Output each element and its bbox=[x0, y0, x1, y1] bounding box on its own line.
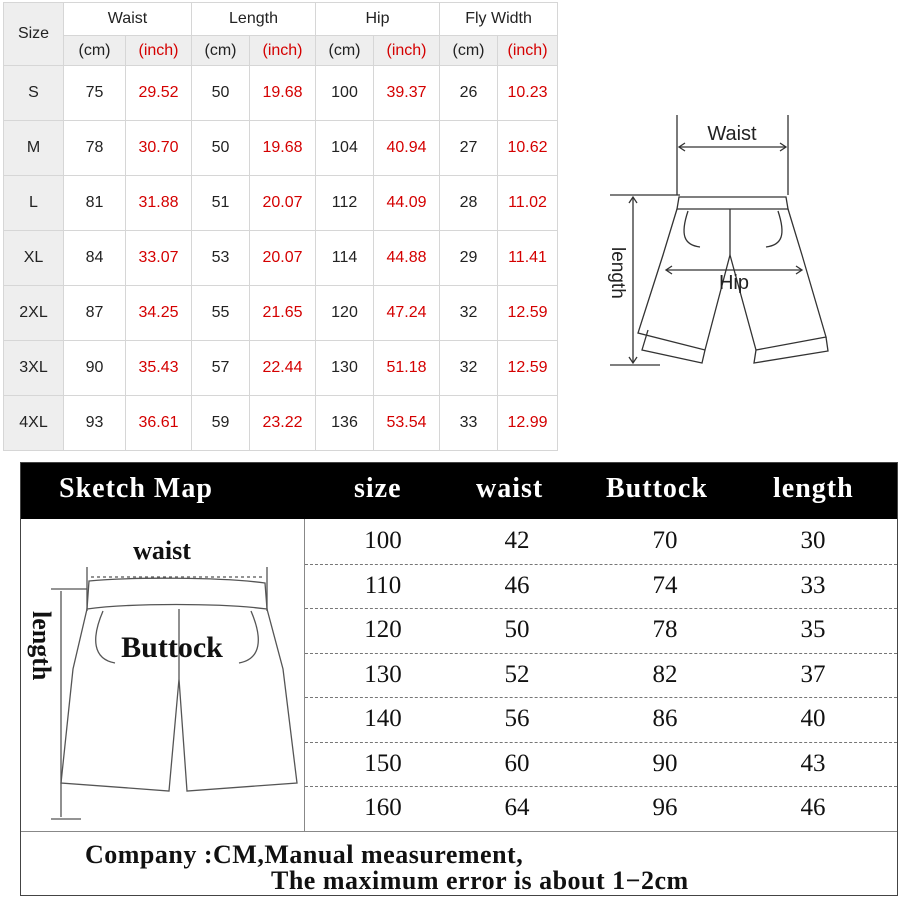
kids-size-row bbox=[305, 786, 897, 831]
cm-value-cell: 78 bbox=[64, 121, 126, 176]
length-label: length bbox=[607, 247, 628, 299]
kids-size-row bbox=[305, 697, 897, 743]
size-value: 120 bbox=[364, 616, 402, 644]
inch-value-cell: 12.59 bbox=[498, 341, 558, 396]
inch-value-cell: 11.02 bbox=[498, 176, 558, 231]
size-row bbox=[4, 396, 558, 451]
unit-cm: (cm) bbox=[192, 36, 250, 66]
kids-size-row bbox=[305, 564, 897, 610]
inch-value-cell: 39.37 bbox=[374, 66, 440, 121]
size-cell: S bbox=[4, 66, 64, 121]
size-value: 160 bbox=[364, 794, 402, 822]
waist-value: 52 bbox=[504, 660, 530, 688]
inch-value-cell: 10.23 bbox=[498, 66, 558, 121]
length-value: 43 bbox=[800, 749, 826, 777]
inch-value-cell: 10.62 bbox=[498, 121, 558, 176]
inch-value-cell: 12.59 bbox=[498, 286, 558, 341]
inch-value-cell: 21.65 bbox=[250, 286, 316, 341]
size-value: 140 bbox=[364, 705, 402, 733]
kids-size-rows bbox=[305, 519, 897, 831]
length-value: 37 bbox=[800, 660, 826, 688]
cm-value-cell: 33 bbox=[440, 396, 498, 451]
inch-value-cell: 29.52 bbox=[126, 66, 192, 121]
cm-value-cell: 28 bbox=[440, 176, 498, 231]
inch-value-cell: 22.44 bbox=[250, 341, 316, 396]
cm-value-cell: 114 bbox=[316, 231, 374, 286]
inch-value-cell: 44.09 bbox=[374, 176, 440, 231]
kids-size-row bbox=[305, 519, 897, 565]
inch-value-cell: 19.68 bbox=[250, 121, 316, 176]
sketch-waist-label: waist bbox=[133, 536, 191, 565]
cm-value-cell: 59 bbox=[192, 396, 250, 451]
unit-cm: (cm) bbox=[64, 36, 126, 66]
inch-value-cell: 34.25 bbox=[126, 286, 192, 341]
sketch-length-label: length bbox=[27, 611, 56, 681]
cm-value-cell: 81 bbox=[64, 176, 126, 231]
size-cell: 2XL bbox=[4, 286, 64, 341]
inch-value-cell: 30.70 bbox=[126, 121, 192, 176]
size-value: 110 bbox=[364, 571, 402, 599]
length-column-header: length bbox=[773, 473, 854, 504]
waist-value: 42 bbox=[504, 527, 530, 554]
cm-value-cell: 90 bbox=[64, 341, 126, 396]
measurement-note bbox=[21, 831, 897, 896]
cm-value-cell: 32 bbox=[440, 341, 498, 396]
size-row bbox=[4, 66, 558, 121]
note-line-2: The maximum error is about 1−2cm bbox=[271, 866, 689, 895]
buttock-value: 82 bbox=[652, 660, 678, 688]
cm-value-cell: 93 bbox=[64, 396, 126, 451]
length-header: Length bbox=[192, 3, 316, 36]
inch-value-cell: 23.22 bbox=[250, 396, 316, 451]
unit-cm: (cm) bbox=[316, 36, 374, 66]
buttock-value: 90 bbox=[652, 749, 678, 777]
buttock-value: 70 bbox=[652, 527, 678, 554]
cm-value-cell: 136 bbox=[316, 396, 374, 451]
length-value: 46 bbox=[800, 794, 826, 822]
size-row bbox=[4, 341, 558, 396]
inch-value-cell: 51.18 bbox=[374, 341, 440, 396]
inch-value-cell: 20.07 bbox=[250, 231, 316, 286]
waist-value: 56 bbox=[504, 705, 530, 733]
cm-value-cell: 29 bbox=[440, 231, 498, 286]
cm-value-cell: 57 bbox=[192, 341, 250, 396]
hip-header: Hip bbox=[316, 3, 440, 36]
cm-value-cell: 50 bbox=[192, 66, 250, 121]
inch-value-cell: 19.68 bbox=[250, 66, 316, 121]
inch-value-cell: 35.43 bbox=[126, 341, 192, 396]
cm-value-cell: 26 bbox=[440, 66, 498, 121]
shorts-measurement-diagram bbox=[600, 105, 830, 375]
cm-value-cell: 32 bbox=[440, 286, 498, 341]
inch-value-cell: 12.99 bbox=[498, 396, 558, 451]
buttock-value: 86 bbox=[652, 705, 678, 733]
waist-value: 50 bbox=[504, 616, 530, 644]
hip-label: Hip bbox=[718, 272, 750, 294]
unit-cm: (cm) bbox=[440, 36, 498, 66]
cm-value-cell: 87 bbox=[64, 286, 126, 341]
length-value: 35 bbox=[800, 616, 826, 644]
inch-value-cell: 33.07 bbox=[126, 231, 192, 286]
cm-value-cell: 130 bbox=[316, 341, 374, 396]
waist-header: Waist bbox=[64, 3, 192, 36]
length-value: 30 bbox=[800, 527, 826, 554]
kids-size-panel bbox=[20, 462, 898, 896]
cm-value-cell: 112 bbox=[316, 176, 374, 231]
size-row bbox=[4, 121, 558, 176]
size-cell: L bbox=[4, 176, 64, 231]
length-value: 33 bbox=[800, 571, 826, 599]
inch-value-cell: 47.24 bbox=[374, 286, 440, 341]
inch-value-cell: 53.54 bbox=[374, 396, 440, 451]
inch-value-cell: 31.88 bbox=[126, 176, 192, 231]
buttock-value: 74 bbox=[652, 571, 678, 599]
size-cell: M bbox=[4, 121, 64, 176]
cm-value-cell: 84 bbox=[64, 231, 126, 286]
cm-value-cell: 104 bbox=[316, 121, 374, 176]
kids-size-row bbox=[305, 742, 897, 788]
waist-value: 46 bbox=[504, 571, 530, 599]
cm-value-cell: 51 bbox=[192, 176, 250, 231]
size-cell: 4XL bbox=[4, 396, 64, 451]
waist-column-header: waist bbox=[476, 473, 544, 504]
kids-table-header bbox=[21, 463, 897, 519]
cm-value-cell: 50 bbox=[192, 121, 250, 176]
size-column-header: size bbox=[354, 473, 402, 504]
size-row bbox=[4, 231, 558, 286]
cm-value-cell: 53 bbox=[192, 231, 250, 286]
size-value: 100 bbox=[364, 527, 402, 554]
kids-shorts-diagram bbox=[21, 519, 304, 831]
waist-label: Waist bbox=[707, 123, 757, 145]
inch-value-cell: 40.94 bbox=[374, 121, 440, 176]
waist-value: 60 bbox=[504, 749, 530, 777]
unit-inch: (inch) bbox=[374, 36, 440, 66]
size-value: 130 bbox=[364, 660, 402, 688]
inch-value-cell: 11.41 bbox=[498, 231, 558, 286]
cm-value-cell: 75 bbox=[64, 66, 126, 121]
size-header: Size bbox=[4, 3, 64, 66]
cm-value-cell: 27 bbox=[440, 121, 498, 176]
size-row bbox=[4, 286, 558, 341]
waist-value: 64 bbox=[504, 794, 530, 822]
cm-value-cell: 100 bbox=[316, 66, 374, 121]
unit-inch: (inch) bbox=[126, 36, 192, 66]
inch-value-cell: 44.88 bbox=[374, 231, 440, 286]
kids-size-row bbox=[305, 608, 897, 654]
unit-inch: (inch) bbox=[498, 36, 558, 66]
length-value: 40 bbox=[800, 705, 826, 733]
sketch-map-cell bbox=[21, 519, 305, 831]
buttock-value: 78 bbox=[652, 616, 678, 644]
unit-inch: (inch) bbox=[250, 36, 316, 66]
fly-width-header: Fly Width bbox=[440, 3, 558, 36]
size-value: 150 bbox=[364, 749, 402, 777]
buttock-column-header: Buttock bbox=[606, 473, 708, 504]
size-row bbox=[4, 176, 558, 231]
kids-size-row bbox=[305, 653, 897, 699]
sketch-buttock-label: Buttock bbox=[121, 631, 223, 664]
inch-value-cell: 36.61 bbox=[126, 396, 192, 451]
cm-value-cell: 120 bbox=[316, 286, 374, 341]
buttock-value: 96 bbox=[652, 794, 678, 822]
size-chart-table bbox=[3, 2, 558, 451]
cm-value-cell: 55 bbox=[192, 286, 250, 341]
inch-value-cell: 20.07 bbox=[250, 176, 316, 231]
note-line-1: Company :CM,Manual measurement, bbox=[85, 840, 524, 869]
size-cell: XL bbox=[4, 231, 64, 286]
size-cell: 3XL bbox=[4, 341, 64, 396]
sketch-map-header: Sketch Map bbox=[59, 473, 213, 504]
